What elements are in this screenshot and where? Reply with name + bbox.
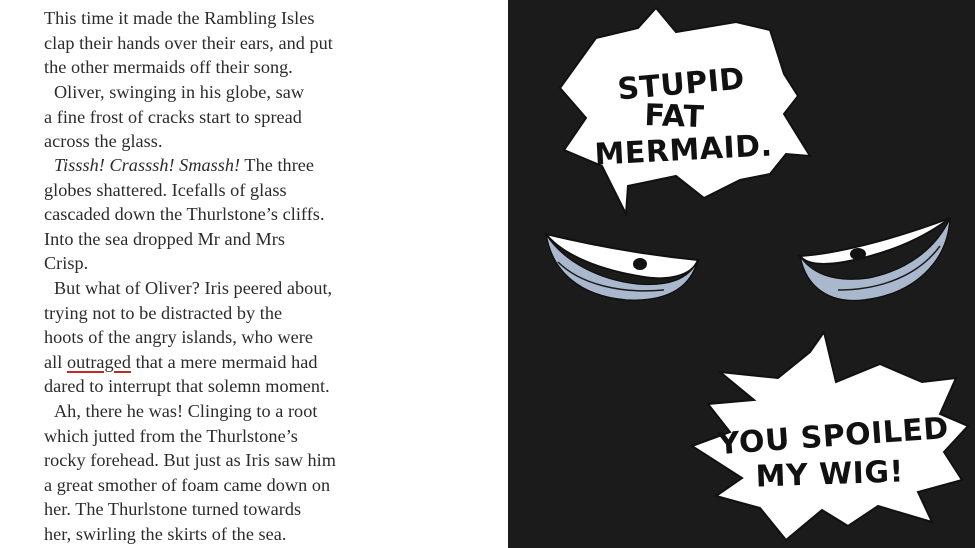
illustration-panel <box>508 0 975 548</box>
paragraph-4 <box>44 276 484 399</box>
bubble-top-line-3: MERMAID. <box>593 128 774 173</box>
bubble-top-line-2: FAT <box>643 97 705 136</box>
bubble-bottom-line-2: MY WIG! <box>755 454 905 495</box>
paragraph-1 <box>44 6 484 80</box>
text-line <box>44 350 484 375</box>
bubble-top-line-1: STUPID <box>616 61 747 108</box>
left-eye <box>546 234 698 300</box>
speech-bubble-bottom <box>692 332 968 540</box>
text-run: all <box>44 351 67 372</box>
text-line: clap their hands over their ears, and put <box>44 32 333 53</box>
bubble-bottom-line-1: YOU SPOILED <box>716 411 950 463</box>
right-eye <box>800 218 950 301</box>
paragraph-3 <box>44 153 484 276</box>
text-run: The three <box>240 155 315 175</box>
text-line: But what of Oliver? Iris peered about, <box>54 278 333 298</box>
left-pupil <box>633 258 647 270</box>
text-run: that a mere mermaid had <box>130 351 318 372</box>
paragraph-2 <box>44 80 484 154</box>
text-line: Ah, there he was! Clinging to a root <box>54 401 318 421</box>
text-line: Oliver, swinging in his globe, saw <box>54 82 305 102</box>
text-line: dared to interrupt that solemn moment. <box>44 376 330 397</box>
text-line: Into the sea dropped Mr and Mrs <box>44 228 285 249</box>
text-line: hoots of the angry islands, who were <box>44 327 313 348</box>
text-line: which jutted from the Thurlstone’s <box>44 425 298 446</box>
text-line: trying not to be distracted by the <box>44 302 283 323</box>
speech-bubble-top <box>560 8 810 214</box>
text-line: globes shattered. Icefalls of glass <box>44 179 287 200</box>
text-line: her. The Thurlstone turned towards <box>44 499 302 520</box>
text-line: her, swirling the skirts of the sea. <box>44 523 287 544</box>
text-line: This time it made the Rambling Isles <box>44 8 315 28</box>
illustration-svg <box>508 0 975 548</box>
text-line <box>44 153 484 178</box>
text-line: Crisp. <box>44 253 89 274</box>
paragraph-5 <box>44 399 484 547</box>
italic-sound-effect: Tisssh! Crasssh! Smassh! <box>54 155 241 175</box>
text-line: the other mermaids off their song. <box>44 57 293 78</box>
text-line: across the glass. <box>44 131 163 152</box>
text-line: cascaded down the Thurlstone’s cliffs. <box>44 204 325 225</box>
right-pupil <box>850 248 866 260</box>
text-line: a great smother of foam came down on <box>44 474 331 495</box>
underlined-word: outraged <box>66 351 131 372</box>
text-line: rocky forehead. But just as Iris saw him <box>44 450 336 471</box>
text-line: a fine frost of cracks start to spread <box>44 106 302 127</box>
